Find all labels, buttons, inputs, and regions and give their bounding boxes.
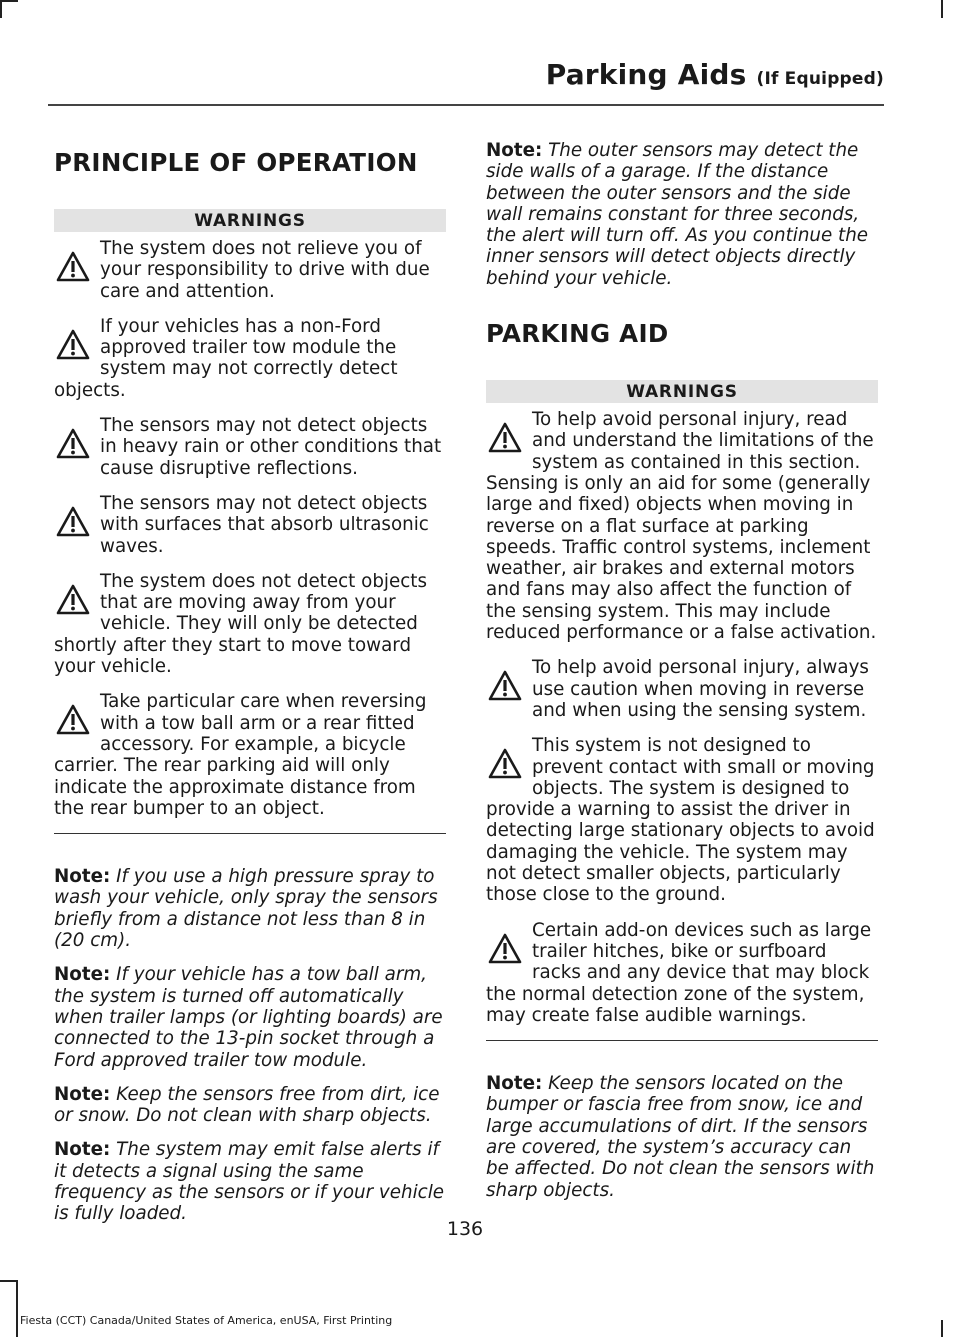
warning-text: To help avoid personal injury, read and understand the limitations of the system as contained in this section. Sensing is only an aid for some (generally large and fixed) objects when moving in reverse on a flat surface at parking speeds. Traffic control systems, inclement weather, air brakes and external motors and fans may also affect the function of the sensing system. This may include reduced performance or a false activation. xyxy=(486,409,877,644)
warning-item xyxy=(54,316,446,401)
note-label: Note: xyxy=(54,1083,111,1105)
warning-triangle-icon xyxy=(56,328,90,362)
warnings-list xyxy=(54,238,446,834)
warning-item xyxy=(486,920,878,1041)
note-text: The outer sensors may detect the side walls of a garage. If the distance between the outer sensors and the side wall remains constant for three seconds, the alert will turn off. As you continue the inner sensors will detect objects directly behind your vehicle. xyxy=(486,140,869,289)
page-footer: Fiesta (CCT) Canada/United States of America, enUSA, First Printing xyxy=(20,1314,393,1327)
note-item xyxy=(54,964,446,1070)
note-text: If your vehicle has a tow ball arm, the system is turned off automatically when trailer lamps (or lighting boards) are connected to the 13-pin socket through a Ford approved trailer tow module. xyxy=(54,964,443,1071)
page-header-title xyxy=(0,58,884,91)
note-text: The system may emit false alerts if it detects a signal using the same frequency as the sensors or if your vehicle is fully loaded. xyxy=(54,1139,445,1225)
note-label: Note: xyxy=(54,964,111,986)
warning-text: Certain add-on devices such as large trailer hitches, bike or surfboard racks and any device that may block the normal detection zone of the system, may create false audible warnings. xyxy=(486,919,872,1026)
warning-item xyxy=(486,657,878,721)
note-label: Note: xyxy=(486,140,543,161)
notes-list xyxy=(54,866,446,1224)
header-title-text: Parking Aids xyxy=(545,58,747,91)
warning-item xyxy=(54,493,446,557)
section-title-principle: PRINCIPLE OF OPERATION xyxy=(54,148,418,177)
warning-text: The system does not relieve you of your responsibility to drive with due care and attention. xyxy=(100,238,430,302)
warning-triangle-icon xyxy=(56,250,90,284)
warning-item xyxy=(486,409,878,643)
note-item xyxy=(486,1073,878,1201)
warning-triangle-icon xyxy=(488,669,522,703)
warning-triangle-icon xyxy=(56,703,90,737)
warnings-band: WARNINGS xyxy=(486,380,878,403)
note-item xyxy=(54,866,446,951)
note-text: Keep the sensors located on the bumper or fascia free from snow, ice and large accumulations of dirt. If the sensors are covered, the system’s accuracy can be affected. Do not clean the sensors with sharp objects. xyxy=(486,1073,875,1201)
warning-item xyxy=(54,571,446,677)
notes-list xyxy=(486,1073,878,1201)
warning-triangle-icon xyxy=(56,427,90,461)
warning-item xyxy=(486,735,878,905)
warning-item xyxy=(54,691,446,834)
warning-item xyxy=(54,238,446,302)
warning-text: The sensors may not detect objects in heavy rain or other conditions that cause disruptive reflections. xyxy=(100,415,442,479)
note-label: Note: xyxy=(486,1073,543,1095)
crop-mark xyxy=(941,0,943,18)
warning-text: Take particular care when reversing with a tow ball arm or a rear fitted accessory. For example, a bicycle carrier. The rear parking aid will only indicate the approximate distance from the rear bumper to an object. xyxy=(54,691,427,819)
header-rule xyxy=(48,104,884,106)
warning-item xyxy=(54,415,446,479)
warning-text: This system is not designed to prevent contact with small or moving objects. The system is designed to provide a warning to assist the driver in detecting large stationary objects to avoid damaging the vehicle. The system may not detect smaller objects, particularly those close to the ground. xyxy=(486,735,875,906)
warning-text: If your vehicles has a non-Ford approved trailer tow module the system may not correctly detect objects. xyxy=(54,315,398,401)
warnings-list xyxy=(486,409,878,1041)
crop-mark xyxy=(16,1280,18,1337)
warning-triangle-icon xyxy=(56,583,90,617)
notes-list xyxy=(486,140,878,289)
note-item xyxy=(54,1139,446,1224)
section-title-parking-aid: PARKING AID xyxy=(486,319,669,349)
warning-text: The sensors may not detect objects with surfaces that absorb ultrasonic waves. xyxy=(100,492,429,557)
note-item xyxy=(54,1084,446,1127)
warning-triangle-icon xyxy=(488,421,522,455)
warning-text: The system does not detect objects that are moving away from your vehicle. They will only be detected shortly after they start to move toward your vehicle. xyxy=(54,570,427,678)
note-text: If you use a high pressure spray to wash your vehicle, only spray the sensors briefly from a distance not less than 8 in (20 cm). xyxy=(54,866,438,952)
crop-mark xyxy=(941,1320,943,1337)
warning-triangle-icon xyxy=(56,505,90,539)
header-title-suffix: (If Equipped) xyxy=(756,69,884,89)
note-item xyxy=(486,140,878,289)
page-number: 136 xyxy=(446,1218,484,1240)
note-label: Note: xyxy=(54,866,111,888)
warning-triangle-icon xyxy=(488,932,522,966)
crop-mark xyxy=(0,0,2,18)
warnings-band: WARNINGS xyxy=(54,209,446,232)
note-text: Keep the sensors free from dirt, ice or snow. Do not clean with sharp objects. xyxy=(54,1083,440,1127)
left-column xyxy=(54,140,446,1238)
crop-mark xyxy=(0,0,18,2)
warning-triangle-icon xyxy=(488,747,522,781)
note-label: Note: xyxy=(54,1139,111,1161)
warning-text: To help avoid personal injury, always use caution when moving in reverse and when using the sensing system. xyxy=(532,657,869,721)
right-column xyxy=(486,140,878,1214)
